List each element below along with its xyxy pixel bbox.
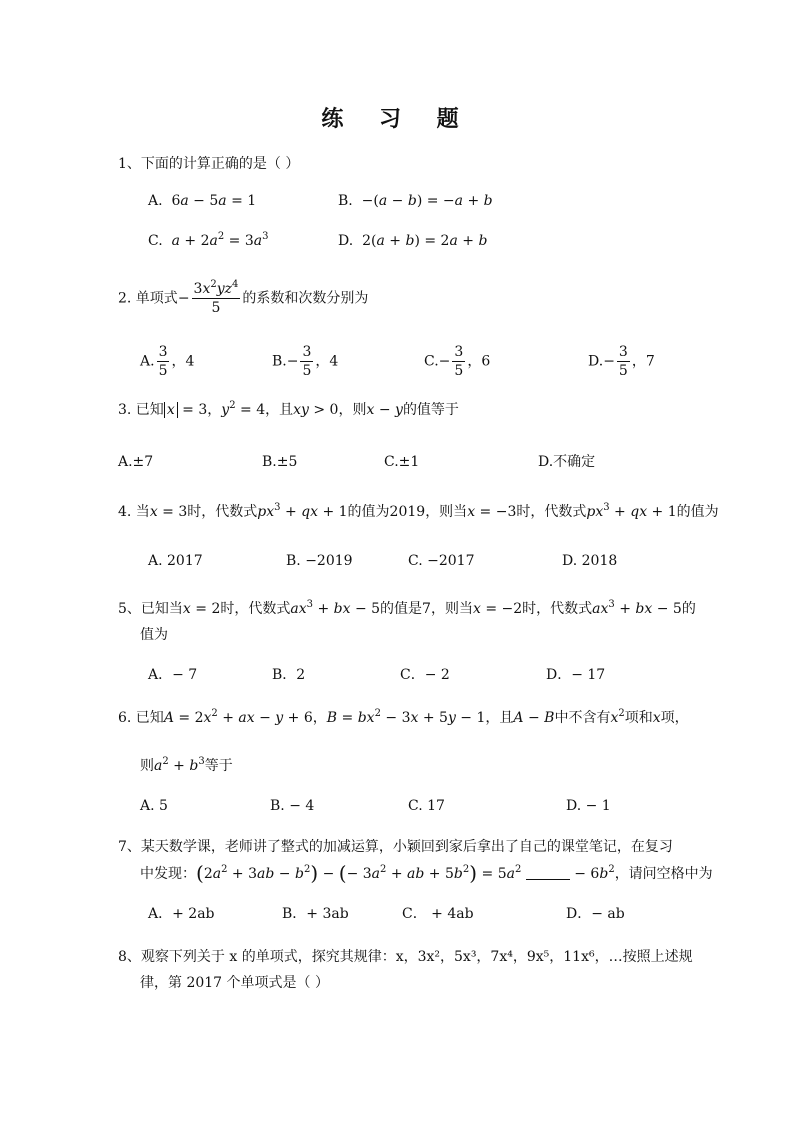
answer-blank: [526, 865, 570, 880]
page-title: 练 习 题: [321, 106, 473, 132]
q4-option-d: D. 2018: [562, 553, 618, 569]
q1-stem: 1、下面的计算正确的是（ ）: [118, 156, 300, 172]
q6-option-c: C. 17: [408, 798, 445, 814]
q2-option-a: A. $\frac{3}{5}$ ，4: [140, 344, 195, 379]
q5-option-c: C．− 2: [400, 667, 450, 683]
q7-option-d: D．− ab: [566, 906, 625, 922]
q7-option-b: B．+ 3ab: [282, 906, 349, 922]
q3-option-c: C.±1: [384, 454, 420, 470]
q3-stem: 3. 已知 x = 3，$y^2 = 4$，且xy > 0，则x − y的值等于: [118, 400, 459, 418]
q4-option-c: C. −2017: [408, 553, 475, 569]
q3-option-b: B.±5: [262, 454, 298, 470]
q7-option-a: A．+ 2ab: [148, 906, 215, 922]
q6-stem-line2: 则$a^2 + b^3$等于: [140, 756, 233, 774]
q1-option-a: A. 6a − 5a = 1: [148, 193, 257, 209]
q2-option-d: D.− $\frac{3}{5}$ ，7: [588, 344, 655, 379]
q7-option-c: C． + 4ab: [402, 906, 474, 922]
q5-option-d: D．− 17: [546, 667, 606, 683]
q1-option-d: D. 2(a + b) = 2a + b: [338, 233, 488, 249]
q2-option-b: B.− $\frac{3}{5}$ ，4: [272, 344, 339, 379]
q6-option-b: B. − 4: [270, 798, 315, 814]
q5-option-a: A．− 7: [148, 667, 198, 683]
q1-option-b: B. −(a − b) = −a + b: [338, 193, 493, 209]
q3-option-d: D.不确定: [538, 454, 596, 470]
q4-option-a: A. 2017: [148, 553, 203, 569]
q4-stem: 4. 当x = 3时，代数式$px^3$ + qx + 1的值为2019，则当x = −3时，代数式$px^3$ + qx + 1的值为: [118, 502, 719, 520]
q5-stem-line2: 值为: [140, 627, 168, 643]
q7-stem-line1: 7、某天数学课，老师讲了整式的加减运算，小颖回到家后拿出了自己的课堂笔记，在复习: [118, 839, 673, 855]
q2-fraction: $\frac{3x^2yz^4}{5}$: [193, 279, 239, 316]
q2-stem: 2. 单项式− $\frac{3x^2yz^4}{5}$ 的系数和次数分别为: [118, 279, 369, 316]
q7-stem-line2: 中发现：$(2a^2 + 3ab - b^2)$ − (− $3a^2$ + ab + $5b^2) = 5a^2 - 6b^2$，请问空格中为: [140, 861, 713, 885]
q8-stem-line1: 8、观察下列关于 x 的单项式，探究其规律：x，3x²，5x³，7x⁴，9x⁵，11x⁶，…按照上述规: [118, 949, 693, 965]
q5-stem: 5、已知当x = 2时，代数式$ax^3$ + bx − 5的值是7，则当x = −2时，代数式$ax^3$ + bx − 5的: [118, 599, 696, 617]
q8-stem-line2: 律，第 2017 个单项式是（ ）: [140, 975, 329, 991]
q3-option-a: A.±7: [118, 454, 154, 470]
q6-stem: 6. 已知$A = 2x^2$ + ax − y + 6，$B = bx^2 - 3x + 5y - 1$，且A − B中不含有$x^2$项和x项，: [118, 708, 689, 726]
q6-option-d: D. − 1: [566, 798, 611, 814]
q6-option-a: A. 5: [140, 798, 168, 814]
q1-option-c: C. $a + 2a^2 = 3a^3$: [148, 231, 269, 249]
q5-option-b: B．2: [272, 667, 306, 683]
q4-option-b: B. −2019: [286, 553, 353, 569]
q2-option-c: C.− $\frac{3}{5}$ ，6: [424, 344, 491, 379]
